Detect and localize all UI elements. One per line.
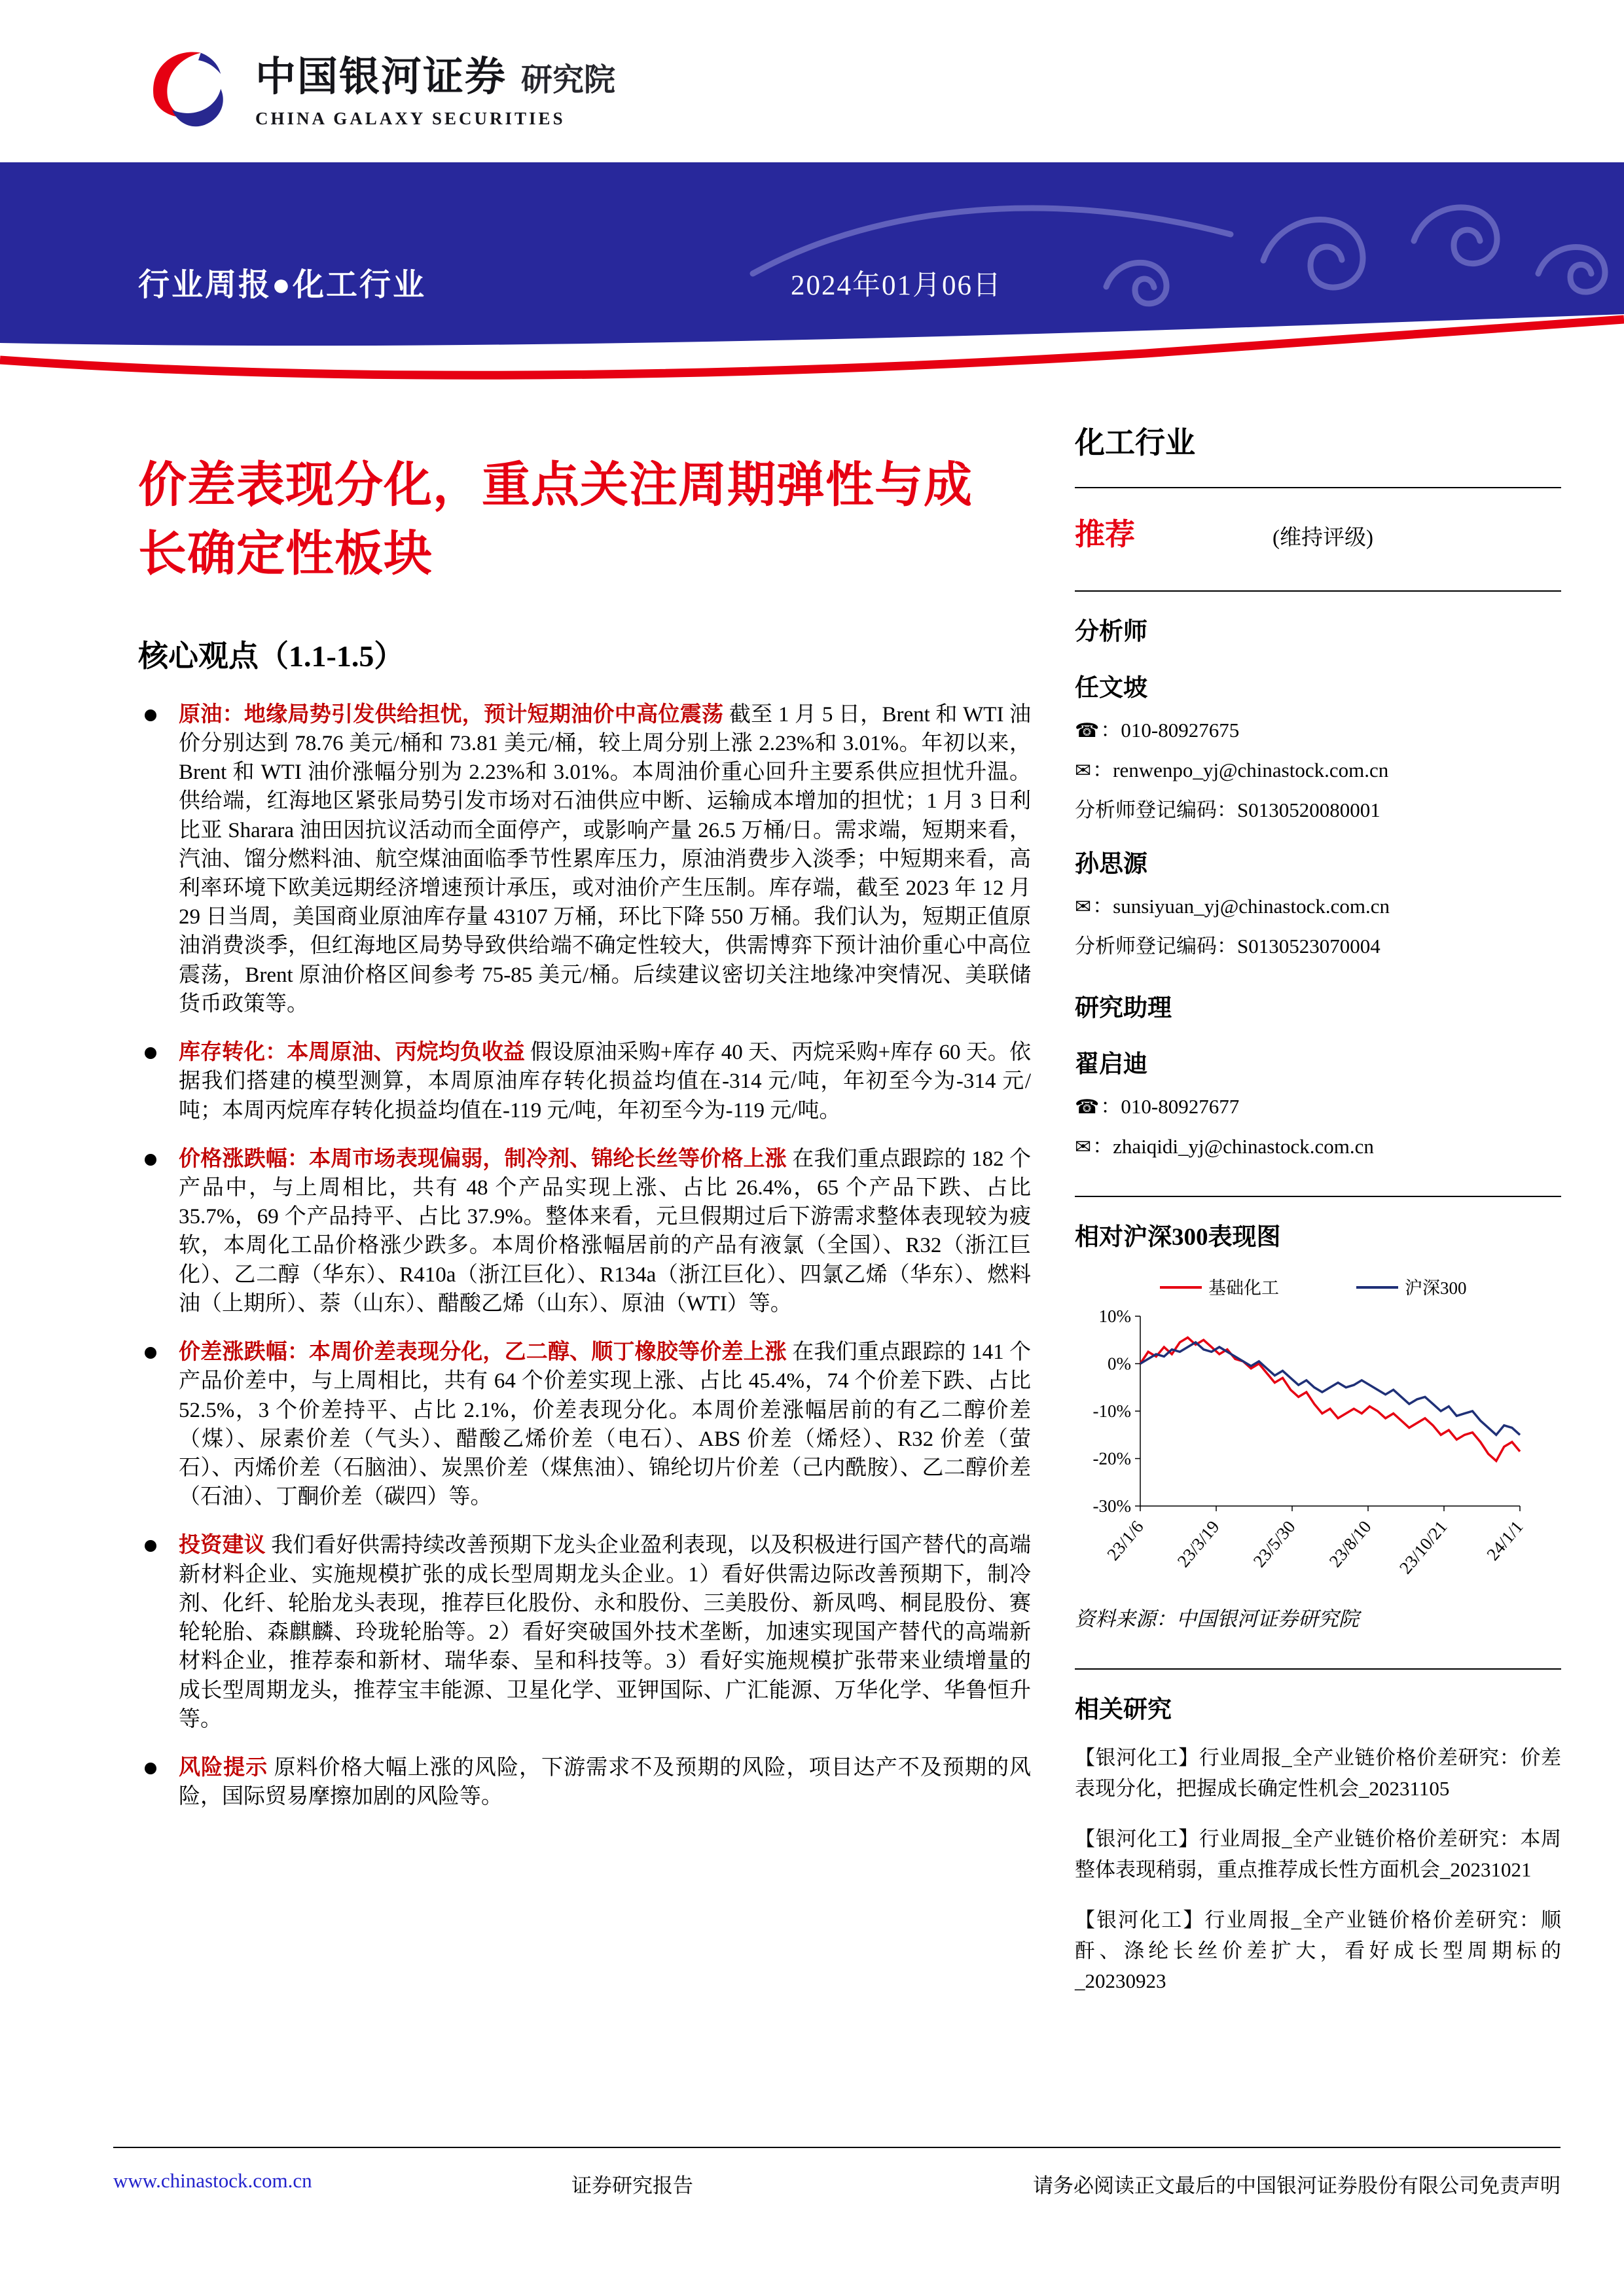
x-tick-label: 23/3/19 bbox=[1173, 1516, 1223, 1571]
footer bbox=[113, 2169, 1561, 2198]
person-name: 孙思源 bbox=[1075, 851, 1147, 878]
email-icon: ✉ bbox=[1075, 1136, 1092, 1158]
bullet-body: 截至 1 月 5 日，Brent 和 WTI 油价分别达到 78.76 美元/桶和 73.81 美元/桶，较上周分别上涨 2.23%和 3.01%。年初以来，Brent 和 WTI 油价涨幅分别为 2.23%和 3.01%。本周油价重心回升主要系供应担忧升温。供给端，红海地区紧张局势引发市场对石油供应中断、运输成本增加的担忧；1 月 3 日利比亚 Sharara 油田因抗议活动而全面停产，或影响产量 26.5 万桶/日。需求端，短期来看，汽油、馏分燃料油、航空煤油面临季节性累库压力，原油消费步入淡季；中短期来看，高利率环境下欧美远期经济增速预计承压，或对油价产生压制。库存端，截至 2023 年 12 月 29 日当周，美国商业原油库存量 43107 万桶，环比下降 550 万桶。我们认为，短期正值原油消费淡季，但红海地区局势导致供给端不确定性较大，供需博弈下预计油价重心中高位震荡，Brent 原油价格区间参考 75-85 美元/桶。后续建议密切关注地缘冲突情况、美联储货币政策等。 bbox=[179, 702, 1032, 1016]
galaxy-logo-icon bbox=[136, 37, 236, 136]
chart-section bbox=[1075, 1196, 1561, 1632]
related-list bbox=[1075, 1743, 1561, 1997]
phone-value: ：010-80927675 bbox=[1100, 719, 1240, 742]
bullet-body: 在我们重点跟踪的 182 个产品中，与上周相比，共有 48 个产品实现上涨、占比 26.4%，65 个产品下跌、占比 35.7%，69 个产品持平、占比 37.9%。整体来看，元旦假期过后下游需求整体表现较为疲软，本周化工品价格涨少跌多。本周价格涨幅居前的产品有液氯（全国）、R32（浙江巨化）、乙二醇（华东）、R410a（浙江巨化）、R134a（浙江巨化）、四氯乙烯（华东）、燃料油（上期所）、萘（山东）、醋酸乙烯（山东）、原油（WTI）等。 bbox=[179, 1147, 1032, 1316]
analysts-heading: 分析师 bbox=[1075, 619, 1147, 645]
related-research-item: 【银河化工】行业周报_全产业链价格价差研究：价差表现分化，把握成长确定性机会_20231105 bbox=[1075, 1746, 1561, 1800]
footer-divider bbox=[113, 2147, 1561, 2148]
email-value: ：renwenpo_yj@chinastock.com.cn bbox=[1092, 759, 1389, 781]
bullet-item bbox=[138, 700, 1031, 1018]
series-line-1 bbox=[1140, 1342, 1520, 1435]
email-line bbox=[1075, 1130, 1561, 1159]
bullet-text bbox=[179, 700, 1031, 1018]
legend-label-1: 沪深300 bbox=[1405, 1278, 1467, 1298]
bullet-item bbox=[138, 1531, 1031, 1734]
assistant-heading: 研究助理 bbox=[1075, 995, 1172, 1022]
bullet-icon bbox=[145, 1347, 156, 1359]
bullet-icon bbox=[145, 1540, 156, 1552]
bullet-body: 假设原油采购+库存 40 天、丙烷采购+库存 60 天。依据我们搭建的模型测算，本周原油库存转化损益均值在-314 元/吨，年初至今为-314 元/吨；本周丙烷库存转化损益均值在-119 元/吨，年初至今为-119 元/吨。 bbox=[179, 1041, 1031, 1122]
footer-report-type: 证券研究报告 bbox=[571, 2174, 693, 2197]
phone-icon: ☎ bbox=[1075, 719, 1100, 742]
related-research-item: 【银河化工】行业周报_全产业链价格价差研究：顺酐、涤纶长丝价差扩大，看好成长型周期标的_20230923 bbox=[1075, 1909, 1561, 1992]
brand-department: 研究院 bbox=[521, 63, 616, 98]
person-name: 任文坡 bbox=[1075, 675, 1147, 702]
email-icon: ✉ bbox=[1075, 759, 1092, 782]
legend-label-0: 基础化工 bbox=[1208, 1278, 1279, 1298]
bullet-text bbox=[179, 1038, 1031, 1125]
bullet-body: 在我们重点跟踪的 141 个产品价差中，与上周相比，共有 64 个价差实现上涨、占比 45.4%，74 个价差下跌、占比 52.5%，3 个价差持平、占比 2.1%，价差表现分化。本周价差涨幅居前的有乙二醇价差（煤）、尿素价差（气头）、醋酸乙烯价差（电石）、ABS 价差（烯烃）、R32 价差（萤石）、丙烯价差（石脑油）、炭黑价差（煤焦油）、锦纶切片价差（己内酰胺）、乙二醇价差（石油）、丁酮价差（碳四）等。 bbox=[179, 1340, 1032, 1509]
bullet-icon bbox=[145, 709, 156, 721]
core-views-heading: 核心观点（1.1-1.5） bbox=[138, 639, 405, 673]
x-tick-label: 23/10/21 bbox=[1395, 1516, 1451, 1578]
banner-background bbox=[0, 162, 1624, 346]
series-line-0 bbox=[1140, 1338, 1520, 1462]
email-value: ：sunsiyuan_yj@chinastock.com.cn bbox=[1092, 895, 1390, 918]
bullet-text bbox=[179, 1531, 1031, 1734]
relative-performance-chart bbox=[1075, 1270, 1533, 1585]
bullet-lead: 库存转化：本周原油、丙烷均负收益 bbox=[179, 1041, 531, 1065]
rating-row bbox=[1075, 487, 1561, 554]
chart-container bbox=[1075, 1270, 1561, 1588]
main-column bbox=[138, 419, 1031, 1831]
email-line bbox=[1075, 753, 1561, 783]
analysts-section bbox=[1075, 590, 1561, 1159]
bullet-item bbox=[138, 1753, 1031, 1811]
x-tick-label: 24/1/1 bbox=[1483, 1516, 1527, 1564]
person-card bbox=[1075, 1044, 1561, 1159]
industry-name: 化工行业 bbox=[1075, 426, 1195, 459]
rating-note: (维持评级) bbox=[1272, 526, 1373, 550]
bullet-text bbox=[179, 1338, 1031, 1511]
footer-url-link[interactable]: www.chinastock.com.cn bbox=[113, 2169, 312, 2192]
banner-date: 2024年01月06日 bbox=[791, 270, 1002, 301]
bullet-icon bbox=[145, 1047, 156, 1059]
x-tick-label: 23/8/10 bbox=[1325, 1516, 1375, 1571]
y-tick-label: -20% bbox=[1092, 1448, 1131, 1469]
phone-line bbox=[1075, 1090, 1561, 1119]
bullet-body: 我们看好供需持续改善预期下龙头企业盈利表现，以及积极进行国产替代的高端新材料企业、实施规模扩张的成长型周期龙头企业。1）看好供需边际改善预期下，制冷剂、化纤、轮胎龙头表现，推荐巨化股份、永和股份、三美股份、新凤鸣、桐昆股份、赛轮轮胎、森麒麟、玲珑轮胎等。2）看好突破国外技术垄断，加速实现国产替代的高端新材料企业，推荐泰和新材、瑞华泰、呈和科技等。3）看好实施规模扩张带来业绩增量的成长型周期龙头，推荐宝丰能源、卫星化学、亚钾国际、广汇能源、万华化学、华鲁恒升等。 bbox=[179, 1534, 1032, 1731]
person-card bbox=[1075, 844, 1561, 959]
sidebar bbox=[1075, 419, 1561, 2017]
bullet-lead: 价格涨跌幅：本周市场表现偏弱，制冷剂、锦纶长丝等价格上涨 bbox=[179, 1147, 793, 1171]
bullet-icon bbox=[145, 1763, 156, 1774]
analyst-cert: 分析师登记编码：S0130520080001 bbox=[1075, 798, 1380, 821]
y-tick-label: 10% bbox=[1098, 1306, 1131, 1326]
report-title: 价差表现分化，重点关注周期弹性与成长确定性板块 bbox=[138, 458, 973, 581]
footer-disclaimer: 请务必阅读正文最后的中国银河证券股份有限公司免责声明 bbox=[1033, 2174, 1561, 2197]
analyst-cert: 分析师登记编码：S0130523070004 bbox=[1075, 935, 1380, 958]
related-research-item: 【银河化工】行业周报_全产业链价格价差研究：本周整体表现稍弱，重点推荐成长性方面机会_20231021 bbox=[1075, 1827, 1561, 1881]
brand-name: 中国银河证券 bbox=[255, 55, 507, 99]
y-tick-label: 0% bbox=[1108, 1354, 1131, 1374]
assistant-person bbox=[1075, 1044, 1561, 1159]
x-tick-label: 23/5/30 bbox=[1249, 1516, 1299, 1571]
bullet-lead: 投资建议 bbox=[179, 1534, 272, 1558]
content bbox=[138, 419, 1561, 2017]
bullet-text bbox=[179, 1753, 1031, 1811]
bullet-text bbox=[179, 1145, 1031, 1318]
phone-value: ：010-80927677 bbox=[1100, 1095, 1240, 1118]
bullet-item bbox=[138, 1338, 1031, 1511]
bullet-icon bbox=[145, 1154, 156, 1166]
email-line bbox=[1075, 889, 1561, 919]
email-value: ：zhaiqidi_yj@chinastock.com.cn bbox=[1092, 1135, 1374, 1158]
brand-block bbox=[255, 44, 615, 129]
rating-badge: 推荐 bbox=[1075, 518, 1135, 551]
chart-source: 资料来源：中国银河证券研究院 bbox=[1075, 1607, 1359, 1630]
y-tick-label: -10% bbox=[1092, 1401, 1131, 1421]
email-icon: ✉ bbox=[1075, 895, 1092, 918]
banner-report-type: 行业周报●化工行业 bbox=[138, 268, 426, 302]
brand-name-en: CHINA GALAXY SECURITIES bbox=[255, 109, 566, 128]
header bbox=[136, 34, 615, 139]
bullet-lead: 价差涨跌幅：本周价差表现分化，乙二醇、顺丁橡胶等价差上涨 bbox=[179, 1340, 793, 1365]
person-name: 翟启迪 bbox=[1075, 1051, 1147, 1078]
person-card bbox=[1075, 668, 1561, 823]
chart-heading: 相对沪深300表现图 bbox=[1075, 1224, 1281, 1251]
bullet-lead: 风险提示 bbox=[179, 1755, 274, 1780]
bullet-item bbox=[138, 1145, 1031, 1318]
x-tick-label: 23/1/6 bbox=[1103, 1516, 1147, 1564]
related-heading: 相关研究 bbox=[1075, 1696, 1172, 1723]
bullet-list bbox=[138, 700, 1031, 1812]
phone-icon: ☎ bbox=[1075, 1096, 1100, 1119]
bullet-lead: 原油：地缘局势引发供给担忧，预计短期油价中高位震荡 bbox=[179, 702, 729, 726]
related-section bbox=[1075, 1668, 1561, 1997]
bullet-item bbox=[138, 1038, 1031, 1125]
analysts-people bbox=[1075, 668, 1561, 959]
phone-line bbox=[1075, 713, 1561, 743]
y-tick-label: -30% bbox=[1092, 1496, 1131, 1516]
bullet-body: 原料价格大幅上涨的风险，下游需求不及预期的风险，项目达产不及预期的风险，国际贸易摩擦加剧的风险等。 bbox=[179, 1755, 1032, 1809]
